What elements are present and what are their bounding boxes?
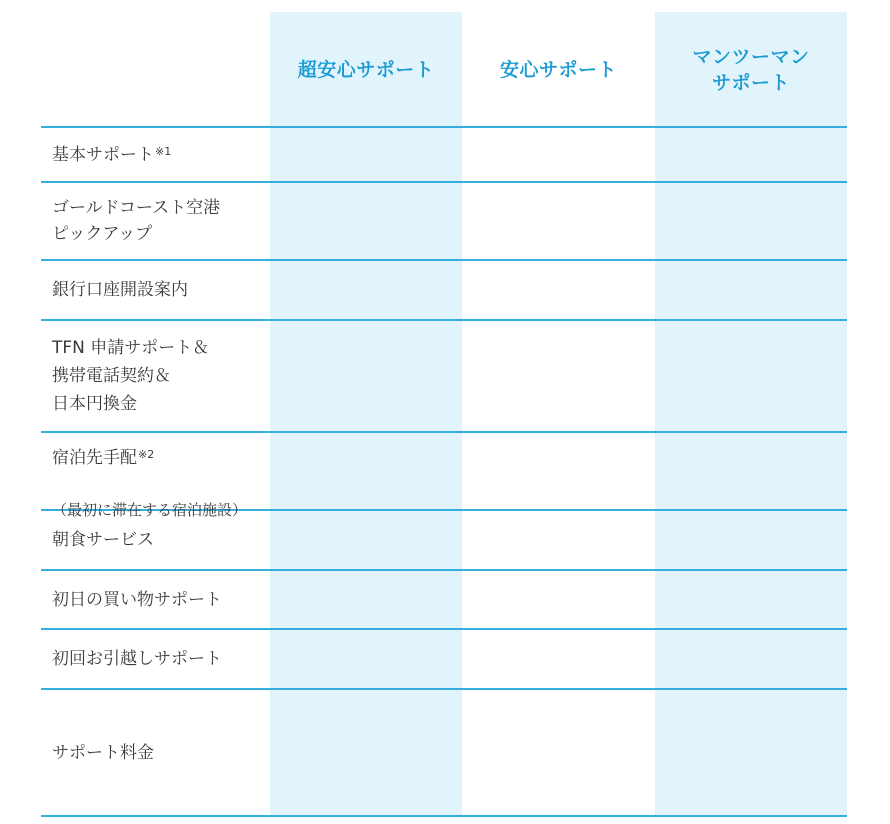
column-shade-man-to-man xyxy=(655,12,847,816)
row-accommodation: 宿泊先手配$^{※2}$ （最初に滞在する宿泊施設） xyxy=(52,448,248,519)
row-airport-pickup: ゴールドコースト空港 ピックアップ xyxy=(52,198,221,244)
row-first-move: 初回お引越しサポート xyxy=(52,649,222,669)
row-breakfast: 朝食サービス xyxy=(52,530,154,550)
row-bank-account: 銀行口座開設案内 xyxy=(52,280,188,300)
header-man-to-man-support: マンツーマン サポート xyxy=(692,45,810,94)
row-basic-support: 基本サポート$^{※1}$ xyxy=(52,144,172,165)
row-tfn-phone-exchange: TFN 申請サポート＆ 携帯電話契約＆ 日本円換金 xyxy=(52,338,210,414)
column-shade-super-anshin xyxy=(270,12,462,816)
row-first-day-shopping: 初日の買い物サポート xyxy=(52,589,222,610)
header-super-anshin-support: 超安心サポート xyxy=(297,58,435,81)
row-divider xyxy=(41,815,847,817)
header-anshin-support: 安心サポート xyxy=(499,58,617,81)
row-support-fee: サポート料金 xyxy=(52,742,154,763)
